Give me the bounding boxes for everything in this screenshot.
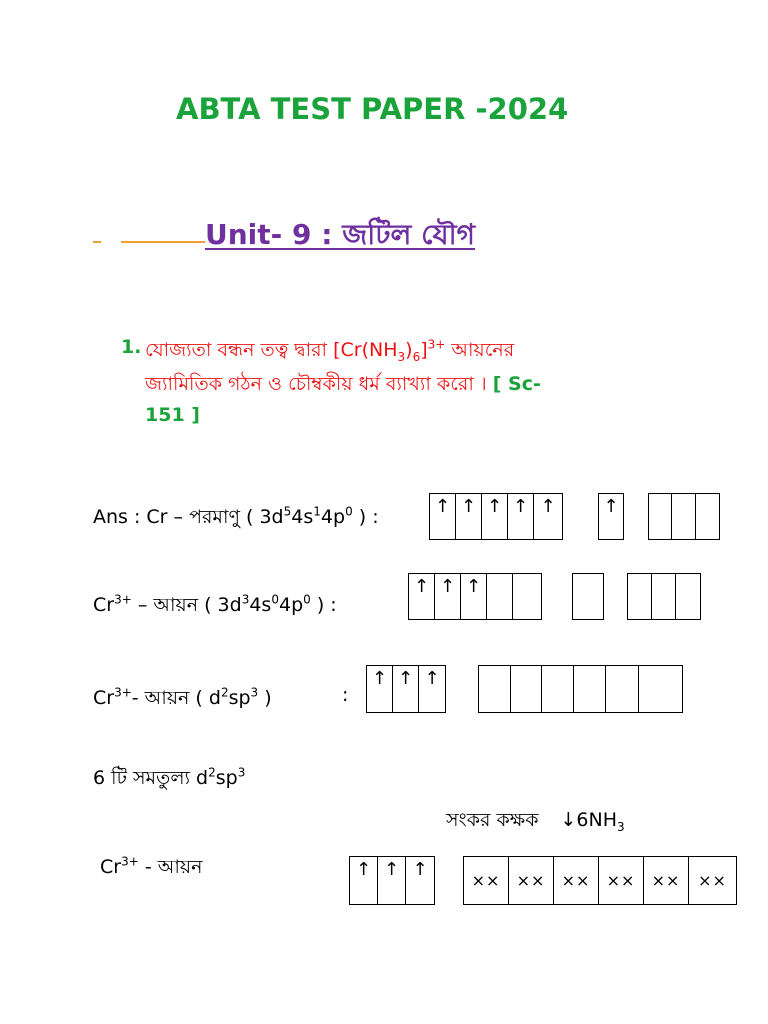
orbital-box — [651, 573, 676, 620]
label-text: ) : — [352, 506, 379, 528]
orbital-box — [573, 665, 606, 713]
orbital-3d-boxes — [408, 573, 542, 620]
orbital-box — [541, 665, 574, 713]
superscript: 3 — [241, 592, 250, 607]
bond-pair-box: ×× — [553, 856, 599, 905]
orbital-box: ↑ — [429, 493, 456, 540]
orbital-box — [572, 573, 604, 620]
colon: : — [342, 684, 349, 706]
orbital-box: ↑ — [408, 573, 435, 620]
orbital-4p-boxes — [627, 573, 701, 620]
question-text: আয়নের — [445, 339, 515, 361]
orbital-box — [605, 665, 639, 713]
orbital-3d-boxes — [349, 856, 435, 905]
page-title: ABTA TEST PAPER -2024 — [176, 92, 569, 126]
bond-pair-box: ×× — [508, 856, 554, 905]
orbital-3d-boxes — [366, 665, 446, 713]
orbital-box: ↑ — [455, 493, 482, 540]
unit-heading: Unit- 9 : জটিল যৌগ — [205, 218, 475, 251]
label-text: 6 টি সমতুল্য d — [93, 767, 209, 789]
hybridization-label — [93, 684, 272, 716]
question-number: 1. — [121, 336, 142, 358]
superscript: 0 — [345, 504, 353, 519]
orbital-box — [638, 665, 683, 713]
underline-dash — [93, 241, 101, 243]
orbital-3d-boxes — [429, 493, 563, 540]
question-line-1 — [145, 336, 514, 368]
superscript: 2 — [208, 765, 216, 780]
bond-pair-box: ×× — [688, 856, 737, 905]
orbital-4p-boxes — [648, 493, 720, 540]
label-text: - আয়ন — [138, 856, 203, 878]
label-text: – আয়ন ( 3d — [131, 594, 242, 616]
label-text: Cr — [93, 594, 115, 616]
orbital-4s-box — [598, 493, 624, 540]
equivalent-orbitals-text — [93, 764, 245, 796]
label-text: 4s — [291, 506, 314, 528]
subscript: 3 — [617, 819, 625, 834]
question-text: যোজ্যতা বন্ধন তত্ব দ্বারা [Cr(NH — [145, 339, 398, 361]
superscript: 3+ — [427, 337, 446, 352]
orbital-box: ↑ — [533, 493, 563, 540]
orbital-box: ↑ — [405, 856, 435, 905]
bond-pair-box: ×× — [643, 856, 689, 905]
label-text: sp — [228, 687, 251, 709]
orbital-box: ↑ — [349, 856, 378, 905]
ligand-arrow: ↓6NH — [560, 809, 618, 831]
orbital-box — [648, 493, 672, 540]
orbital-box: ↑ — [598, 493, 624, 540]
label-text: ) : — [310, 594, 337, 616]
superscript: 1 — [313, 504, 321, 519]
orbital-box — [478, 665, 511, 713]
orbital-box — [486, 573, 513, 620]
orbital-box — [671, 493, 696, 540]
orbital-box: ↑ — [460, 573, 487, 620]
orbital-box: ↑ — [377, 856, 406, 905]
orbital-box: ↑ — [366, 665, 393, 713]
orbital-box: ↑ — [434, 573, 461, 620]
complex-ion-label — [100, 853, 202, 885]
label-text: 4p — [278, 594, 304, 616]
question-reference-2: 151 ] — [145, 404, 200, 426]
orbital-box — [510, 665, 542, 713]
superscript: 2 — [220, 685, 229, 700]
label-text: Cr — [93, 687, 115, 709]
superscript: 3+ — [114, 592, 132, 607]
superscript: 3+ — [121, 854, 139, 869]
superscript: 3 — [237, 765, 246, 780]
superscript: 3+ — [114, 685, 132, 700]
orbital-box: ↑ — [418, 665, 446, 713]
question-text: ) — [405, 339, 413, 361]
label-text: সংকর কক্ষক — [446, 809, 539, 831]
label-text: ) — [258, 687, 272, 709]
underline-dash — [121, 241, 205, 243]
orbital-box — [695, 493, 720, 540]
orbital-box: ↑ — [392, 665, 419, 713]
hybrid-orbital-boxes — [478, 665, 683, 713]
subscript: 3 — [397, 349, 406, 364]
ans-config-label — [93, 503, 379, 535]
question-reference: [ Sc- — [492, 373, 541, 395]
superscript: 5 — [283, 504, 292, 519]
label-text: 4s — [249, 594, 272, 616]
label-text: sp — [215, 767, 238, 789]
superscript: 3 — [250, 685, 259, 700]
bond-pair-box: ×× — [598, 856, 644, 905]
orbital-box — [512, 573, 542, 620]
question-line-2 — [145, 370, 541, 402]
label-text: - আয়ন ( d — [131, 687, 221, 709]
orbital-box — [627, 573, 652, 620]
hybrid-orbital-label — [446, 806, 625, 838]
orbital-box: ↑ — [507, 493, 534, 540]
subscript: 6 — [412, 349, 421, 364]
orbital-box: ↑ — [481, 493, 508, 540]
orbital-box — [675, 573, 701, 620]
label-text: Cr — [100, 856, 122, 878]
ligand-electron-boxes — [463, 856, 737, 905]
question-text: জ্যামিতিক গঠন ও চৌম্বকীয় ধর্ম ব্যাখ্যা করো । — [145, 373, 487, 395]
superscript: 0 — [271, 592, 279, 607]
label-text: Ans : Cr – পরমাণু ( 3d — [93, 506, 284, 528]
orbital-4s-box — [572, 573, 604, 620]
superscript: 0 — [303, 592, 311, 607]
label-text: 4p — [320, 506, 346, 528]
bond-pair-box: ×× — [463, 856, 509, 905]
ion-config-label — [93, 591, 337, 623]
question-text: ] — [420, 339, 428, 361]
